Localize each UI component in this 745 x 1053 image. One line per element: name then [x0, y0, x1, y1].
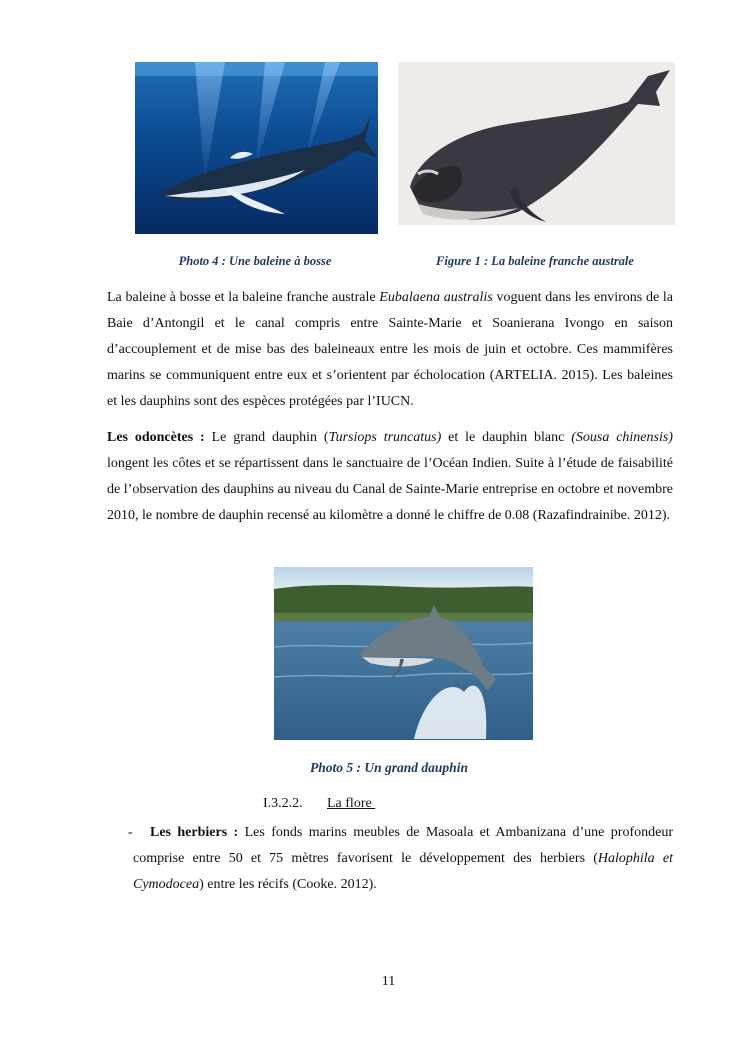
species-eubalaena: Eubalaena australis: [379, 290, 493, 305]
paragraph-dolphins-text-2: et le dauphin blanc: [441, 430, 572, 445]
species-halophila: Halophila et Cymodocea: [133, 851, 673, 892]
dolphin-caption: Photo 5 : Un grand dauphin: [310, 760, 468, 775]
page-number: 11: [381, 974, 396, 989]
paragraph-whales-text-1: La baleine à bosse et la baleine franche australe: [107, 290, 380, 305]
bullet-dash: -: [128, 825, 133, 840]
species-sousa: (Sousa chinensis): [571, 430, 673, 445]
humpback-caption: Photo 4 : Une baleine à bosse: [178, 254, 332, 268]
right-whale-caption: Figure 1 : La baleine franche australe: [436, 254, 634, 268]
paragraph-dolphins: [107, 425, 673, 529]
paragraph-whales: [107, 285, 673, 415]
odontocetes-label: Les odoncètes :: [107, 430, 205, 445]
bullet-seagrass: [133, 820, 673, 898]
bullet-text-1: Les fonds marins meubles de Masoala et Ambanizana d’une profondeur comprise entre 50 et 75 mètres favorisent le développement des herbiers (: [133, 825, 673, 866]
species-tursiops: Tursiops truncatus): [328, 430, 442, 445]
humpback-whale-photo: [135, 62, 378, 234]
dolphin-photo: [274, 567, 533, 740]
paragraph-dolphins-text-3: longent les côtes et se répartissent dans le sanctuaire de l’Océan Indien. Suite à l’étude de faisabilité de l’observation des dauphins au niveau du Canal de Sainte-Marie entreprise en octobre et novembre 2010, le nombre de dauphin recensé au kilomètre a donné le chiffre de 0.08 (Razafindrainibe. 2012).: [107, 456, 673, 523]
section-number: I.3.2.2.: [263, 796, 303, 811]
right-whale-illustration: [398, 62, 675, 225]
paragraph-whales-text-2: voguent dans les environs de la Baie d’Antongil et le canal compris entre Sainte-Marie et Soanierana Ivongo en saison d’accouplement et de mise bas des baleineaux entre les mois de juin et octobre. Ces mammifères marins se communiquent entre eux et s’orientent par écholocation (ARTELIA. 2015). Les baleines et les dauphins sont des espèces protégées par l’IUCN.: [107, 290, 674, 409]
seagrass-label: Les herbiers :: [150, 825, 239, 840]
paragraph-dolphins-text-1: Le grand dauphin (: [204, 430, 329, 445]
section-title: La flore: [327, 796, 376, 811]
bullet-text-2: ) entre les récifs (Cooke. 2012).: [199, 877, 377, 892]
